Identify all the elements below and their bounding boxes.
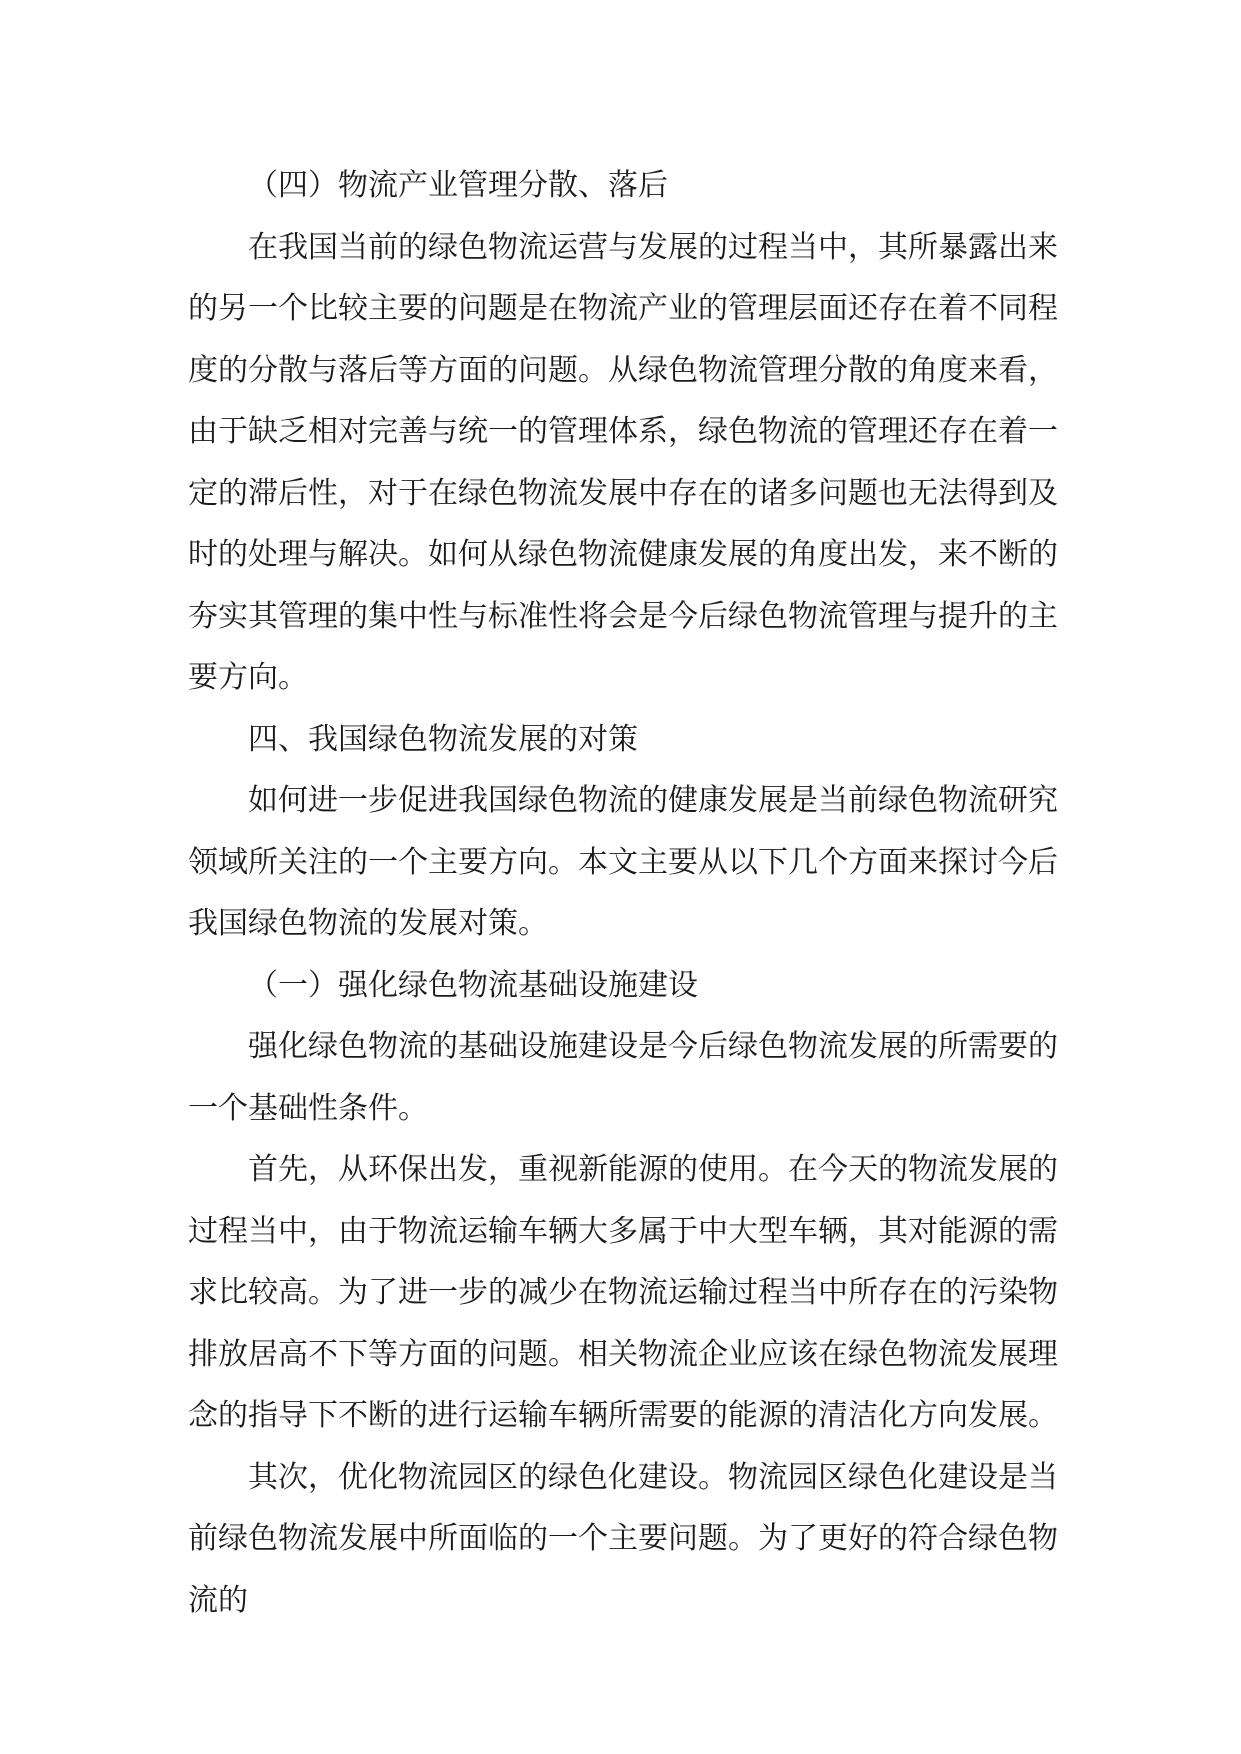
section-heading: 四、我国绿色物流发展的对策 [248, 721, 638, 757]
body-paragraph: 其次，优化物流园区的绿色化建设。物流园区绿色化建设是当前绿色物流发展中所面临的一个主要问题。为了更好的符合绿色物流的 [188, 1459, 1058, 1618]
body-paragraph: 在我国当前的绿色物流运营与发展的过程当中，其所暴露出来的另一个比较主要的问题是在物流产业的管理层面还存在着不同程度的分散与落后等方面的问题。从绿色物流管理分散的角度来看，由于缺乏相对完善与统一的管理体系，绿色物流的管理还存在着一定的滞后性，对于在绿色物流发展中存在的诸多问题也无法得到及时的处理与解决。如何从绿色物流健康发展的角度出发，来不断的夯实其管理的集中性与标准性将会是今后绿色物流管理与提升的主要方向。 [188, 229, 1058, 695]
section-heading: （一）强化绿色物流基础设施建设 [248, 967, 698, 1003]
document-body [188, 155, 1058, 1631]
section-heading: （四）物流产业管理分散、落后 [248, 168, 668, 203]
body-paragraph: 首先，从环保出发，重视新能源的使用。在今天的物流发展的过程当中，由于物流运输车辆大多属于中大型车辆，其对能源的需求比较高。为了进一步的减少在物流运输过程当中所存在的污染物排放居高不下等方面的问题。相关物流企业应该在绿色物流发展理念的指导下不断的进行运输车辆所需要的能源的清洁化方向发展。 [188, 1152, 1058, 1433]
body-paragraph: 如何进一步促进我国绿色物流的健康发展是当前绿色物流研究领域所关注的一个主要方向。本文主要从以下几个方面来探讨今后我国绿色物流的发展对策。 [188, 783, 1058, 941]
body-paragraph: 强化绿色物流的基础设施建设是今后绿色物流发展的所需要的一个基础性条件。 [188, 1029, 1058, 1126]
